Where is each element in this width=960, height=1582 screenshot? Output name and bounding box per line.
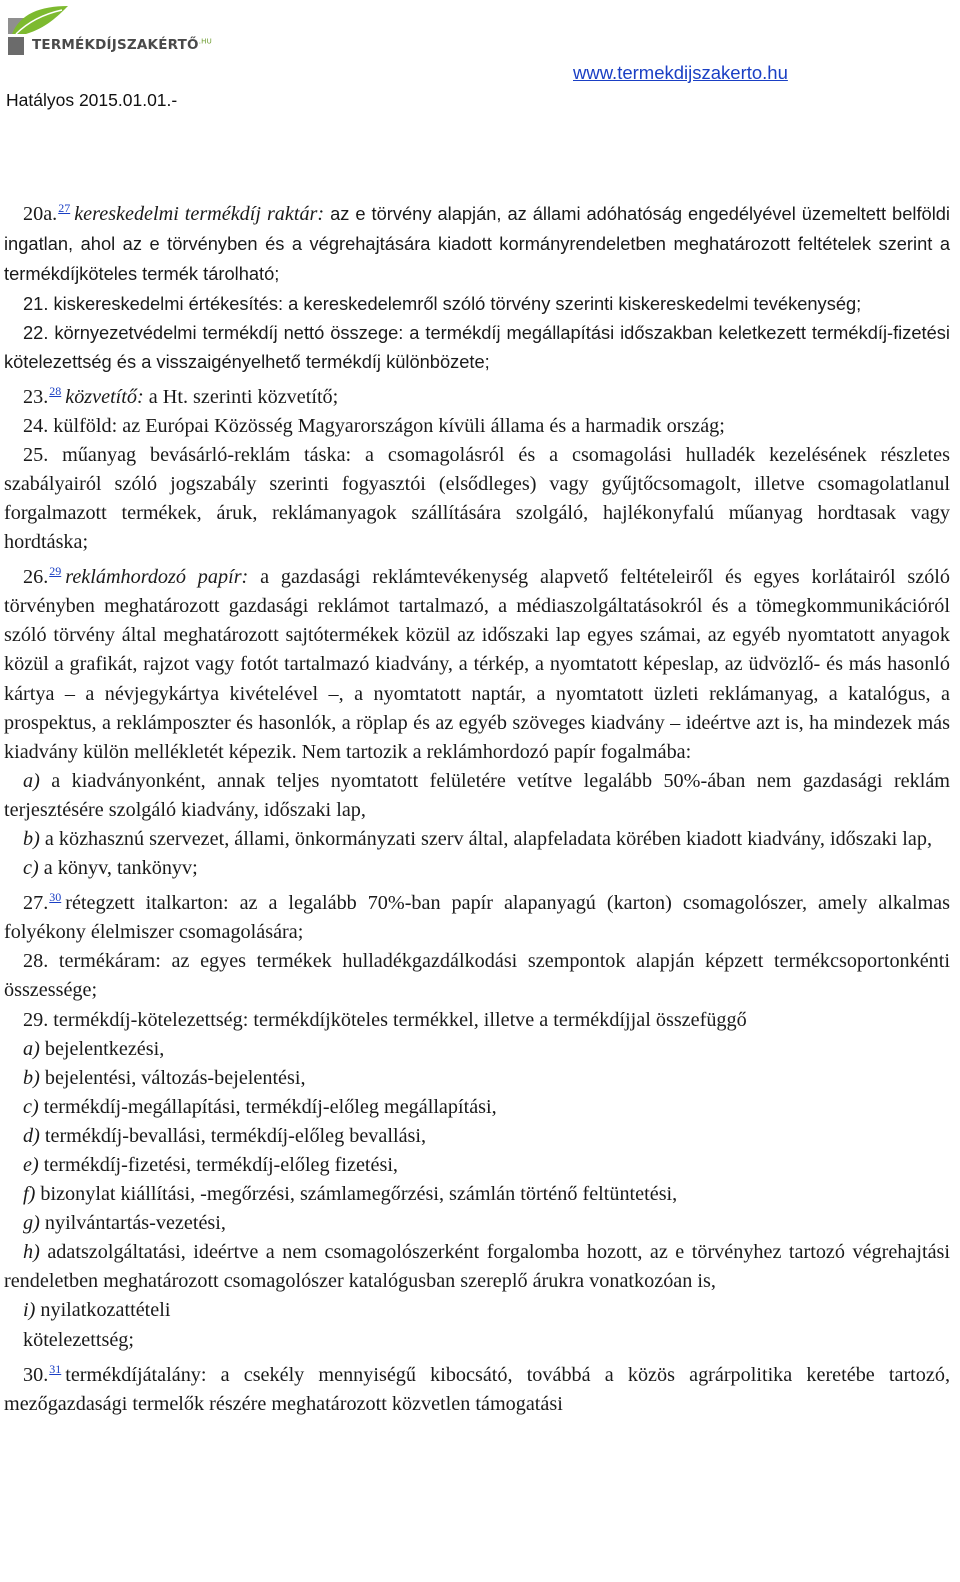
entry-22: 22. környezetvédelmi termékdíj nettó összege: a termékdíj megállapítási időszakban keletkezett termékdíj-fizetési kötelezettség és a visszaigényelhető termékdíj különbözete; [4, 322, 950, 373]
site-logo[interactable] [6, 4, 246, 60]
entry-25: 25. műanyag bevásárló-reklám táska: a csomagolásról és a csomagolási hulladék kezelésének részletes szabályairól szóló jogszabály szerinti fogyasztói (elsődleges) vagy gyűjtőcsomagolt, illetve csomagolatlanul forgalmazott termékek, áruk, reklámanyagok szállítására szolgáló, hajlékonyfalú műanyag hordtasak vagy hordtáska; [4, 443, 950, 554]
footnote-link[interactable]: 28 [49, 383, 62, 398]
definition-text: a Ht. szerinti közvetítő; [143, 385, 339, 408]
website-link[interactable]: www.termekdijszakerto.hu [573, 62, 788, 83]
point-text: termékdíj-megállapítási, termékdíj-előleg megállapítási, [38, 1095, 497, 1118]
point-label: f) [23, 1183, 36, 1206]
entry-29-a [4, 1035, 950, 1064]
footnote-link[interactable]: 29 [49, 564, 62, 579]
point-label: c) [23, 857, 39, 880]
entry-26-b [4, 825, 950, 854]
point-text: termékdíj-fizetési, termékdíj-előleg fizetési, [38, 1154, 398, 1176]
footnote-link[interactable]: 30 [49, 890, 62, 905]
point-text: termékdíj-bevallási, termékdíj-előleg bevallási, [39, 1124, 427, 1147]
point-label: b) [23, 1066, 40, 1089]
logo-suffix: .HU [198, 37, 212, 46]
entry-21: 21. kiskereskedelmi értékesítés: a kereskedelemről szóló törvény szerinti kiskereskedelmi tevékenység; [23, 293, 862, 315]
entry-29-tail: kötelezettség; [23, 1328, 134, 1351]
entry-29-b [4, 1064, 950, 1093]
point-label: h) [23, 1241, 40, 1264]
entry-number: 26. [23, 566, 49, 589]
point-label: c) [23, 1095, 39, 1118]
logo-name: TERMÉKDÍJSZAKÉRTŐ [32, 37, 199, 53]
entry-29-i [4, 1296, 950, 1325]
entry-26-a [4, 767, 950, 825]
entry-29: 29. termékdíj-kötelezettség: termékdíjköteles termékkel, illetve a termékdíjjal összefüggő [23, 1008, 747, 1031]
point-text: adatszolgáltatási, ideértve a nem csomagolószerként forgalomba hozott, az e törvényhez tartozó végrehajtási rendeletben meghatározott csomagolószer katalógusban szereplő árukra vonatkozóan is, [4, 1241, 950, 1293]
point-text: a kiadványonként, annak teljes nyomtatott felületére vetítve legalább 50%-ában nem gazdasági reklám terjesztésére szolgáló kiadvány, időszaki lap, [4, 769, 950, 821]
point-label: g) [23, 1212, 40, 1235]
footnote-link[interactable]: 27 [58, 201, 71, 215]
logo-text [32, 37, 212, 53]
entry-29-g [4, 1209, 950, 1238]
entry-20a [4, 194, 950, 289]
entry-24: 24. külföld: az Európai Közösség Magyarországon kívüli állama és a harmadik ország; [23, 414, 725, 437]
entry-number: 30. [23, 1363, 49, 1386]
point-label: a) [23, 769, 40, 792]
point-label: i) [23, 1299, 36, 1322]
entry-29-f [4, 1180, 950, 1209]
entry-27 [4, 883, 950, 947]
point-text: bejelentési, változás-bejelentési, [39, 1066, 306, 1089]
entry-number: 27. [23, 892, 49, 915]
definition-text: termékdíjátalány: a csekély mennyiségű kibocsátó, továbbá a közös agrárpolitika keretébe tartozó, mezőgazdasági termelők részére meghatározott közvetlen támogatási [4, 1363, 950, 1415]
entry-number: 20a. [23, 203, 58, 225]
defined-term: kereskedelmi termékdíj raktár: [74, 203, 325, 225]
entry-30 [4, 1355, 950, 1419]
defined-term: reklámhordozó papír: [65, 566, 249, 589]
defined-term: közvetítő: [65, 385, 144, 408]
entry-28: 28. termékáram: az egyes termékek hulladékgazdálkodási szempontok alapján képzett termékcsoportonkénti összessége; [4, 950, 950, 1002]
definition-text: rétegzett italkarton: az a legalább 70%-ban papír alapanyagú (karton) csomagolószer, amely alkalmas folyékony élelmiszer csomagolására; [4, 892, 950, 944]
definition-text: a gazdasági reklámtevékenység alapvető feltételeiről és egyes korlátairól szóló törvényben meghatározott gazdasági reklámot tartalmazó, a médiaszolgáltatásokról és a tömegkommunikációról szóló törvény által meghatározott sajtótermékek közül az időszaki lap egyes számai, az egyéb nyomtatott anyagok közül a grafikát, rajzot vagy fotót tartalmazó kiadvány, a térkép, a nyomtatott képeslap, az üdvözlő- és más hasonló kártya – a névjegykártya kivételével –, a nyomtatott naptár, a nyomtatott üzleti reklámanyag, a katalógus, a prospektus, a reklámposzter és hasonlók, a röplap és az egyéb szöveges kiadvány – ideértve azt is, ha mindezek más kiadvány külön mellékletét képezik. Nem tartozik a reklámhordozó papír fogalmába: [4, 566, 950, 763]
page-header [0, 0, 960, 118]
point-text: nyilvántartás-vezetési, [39, 1212, 226, 1235]
point-label: b) [23, 827, 40, 850]
entry-29-e [4, 1151, 950, 1180]
entry-29-d [4, 1122, 950, 1151]
entry-26 [4, 557, 950, 767]
entry-number: 23. [23, 385, 49, 408]
point-text: a közhasznú szervezet, állami, önkormányzati szerv által, alapfeladata körében kiadott kiadvány, időszaki lap, [39, 827, 933, 850]
point-label: e) [23, 1154, 39, 1176]
point-label: a) [23, 1037, 40, 1060]
footnote-link[interactable]: 31 [49, 1361, 62, 1376]
point-text: bizonylat kiállítási, -megőrzési, számlamegőrzési, számlán történő feltüntetési, [35, 1183, 678, 1206]
point-text: a könyv, tankönyv; [38, 857, 198, 880]
point-text: nyilatkozattételi [35, 1299, 171, 1322]
entry-23 [4, 377, 950, 412]
point-label: d) [23, 1124, 40, 1147]
document-body [4, 194, 950, 1419]
entry-26-c [4, 854, 950, 883]
entry-29-h [4, 1238, 950, 1296]
entry-29-c [4, 1093, 950, 1122]
definition-text: az e törvény alapján, az állami adóhatóság engedélyével üzemeltett belföldi ingatlan, ahol az e törvényben és a végrehajtására kiadott kormányrendeletben meghatározott feltételek szerint a termékdíjköteles termék tárolható; [4, 203, 950, 285]
point-text: bejelentkezési, [39, 1037, 165, 1060]
effective-date: Hatályos 2015.01.01.- [6, 90, 178, 110]
